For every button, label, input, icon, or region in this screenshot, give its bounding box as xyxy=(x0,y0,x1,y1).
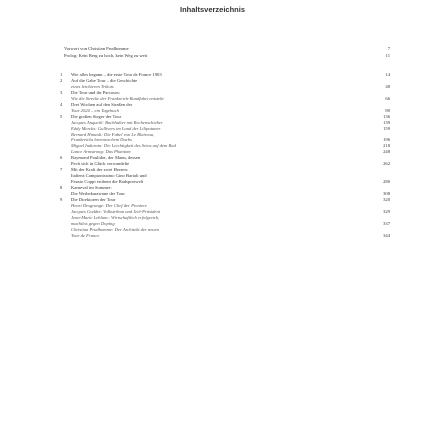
entry-page-number: 139 xyxy=(383,119,390,125)
entry-title: Jacques Anquetil: Buchhalter mit Rechenschieber xyxy=(71,119,163,125)
entry-title: Vorwort von Christian Prudhomme xyxy=(64,46,129,51)
entry-title: Miguel Indurain: Die Leichtigkeit des Seins auf dem Rad xyxy=(71,143,176,149)
entry-page-number: 329 xyxy=(383,208,390,214)
chapter-number: 3 xyxy=(60,89,63,95)
chapter-number: 5 xyxy=(60,113,63,119)
entry-title: Jacques Goddet: Volkstribun und Jeté-Präsident xyxy=(71,208,161,214)
entry-page-number: 80 xyxy=(385,107,390,113)
chapter-number: 2 xyxy=(60,77,63,83)
entry-page-number: 196 xyxy=(383,137,390,143)
entry-title: Mit der Kraft der zwei Herzen: xyxy=(71,167,129,173)
entry-title: Auf die Gabe Tour – die Geschichte xyxy=(71,77,138,83)
entry-page-number: 136 xyxy=(383,113,390,119)
chapter-number: 1 xyxy=(60,72,63,77)
entry-page-number: 14 xyxy=(385,72,390,77)
entry-title: Tour de France xyxy=(71,232,100,238)
chapter-number: 8 xyxy=(60,185,63,191)
chapter-number: 9 xyxy=(60,196,63,202)
entry-title: Italiens Campionissimo Gino Bartali und xyxy=(71,173,147,179)
entry-title: Tour 2024 – ein Tagebuch xyxy=(71,107,119,113)
entry-title: Eddy Merckx: Gullivers im Land der Liliputaner xyxy=(71,125,161,131)
entry-title: Henri Desgrange: Der Chef der Pioniere xyxy=(71,202,147,208)
entry-title: eines leichteren Trikots xyxy=(71,83,114,89)
entry-page-number: 11 xyxy=(385,53,390,58)
entry-page-number: 320 xyxy=(383,196,390,202)
entry-title: Wie die Strecke der Frankreich-Rundfahrt entsteht xyxy=(71,95,164,101)
entry-page-number: 344 xyxy=(383,232,390,238)
entry-title: Prolog: Kein Berg zu hoch, kein Weg zu weit xyxy=(64,53,148,58)
entry-page-number: 248 xyxy=(383,149,390,155)
entry-page-number: 48 xyxy=(385,83,390,89)
entry-title: Lance Armstrong: Das Phantom xyxy=(71,149,131,155)
entry-title: Die Direktoren der Tour xyxy=(71,196,116,202)
entry-title: Wie alles begann – die erste Tour de France 1903 xyxy=(71,72,162,77)
page-title: Inhaltsverzeichnis xyxy=(179,5,246,14)
entry-title: Drei Wochen auf den Straßen der xyxy=(71,101,133,107)
entry-page-number: 66 xyxy=(385,95,390,101)
entry-page-number: 159 xyxy=(383,125,390,131)
entry-page-number: 337 xyxy=(383,220,390,226)
entry-title: Frankreichs bretonischem Dachs xyxy=(71,137,132,143)
entry-page-number: 262 xyxy=(383,161,390,167)
entry-title: Christian Prudhomme: Der Architekt der neuen xyxy=(71,226,159,232)
entry-title: Raymond Poulidor, der Mann, dessen xyxy=(71,155,141,161)
entry-title: Die Tour und ihr Parcours: xyxy=(71,89,121,95)
chapter-number: 7 xyxy=(60,167,63,173)
entry-title: machtlos gegen Doping xyxy=(71,220,115,226)
chapter-number: 4 xyxy=(60,101,63,107)
entry-title: Karneval im Sommer: xyxy=(71,185,112,191)
entry-page-number: 218 xyxy=(383,143,390,149)
entry-page-number: 280 xyxy=(383,179,390,185)
entry-title: Jean-Marie Leblanc: Wirtschaftlich erfolgreich, xyxy=(71,214,160,220)
chapter-number: 6 xyxy=(60,155,63,161)
entry-page-number: 308 xyxy=(383,191,390,196)
entry-title: Die großen Sieger der Tour xyxy=(71,113,122,119)
entry-page-number: 7 xyxy=(387,46,390,51)
entry-title: Pech sich in Glück verwandelte xyxy=(71,161,130,167)
entry-title: Fausto Coppi erobern die Radsportwelt xyxy=(71,179,144,185)
entry-title: Die Werbekarawane der Tour xyxy=(71,191,125,196)
entry-title: Bernard Hinault: Die Fabel von Le Blaireau, xyxy=(71,131,155,137)
